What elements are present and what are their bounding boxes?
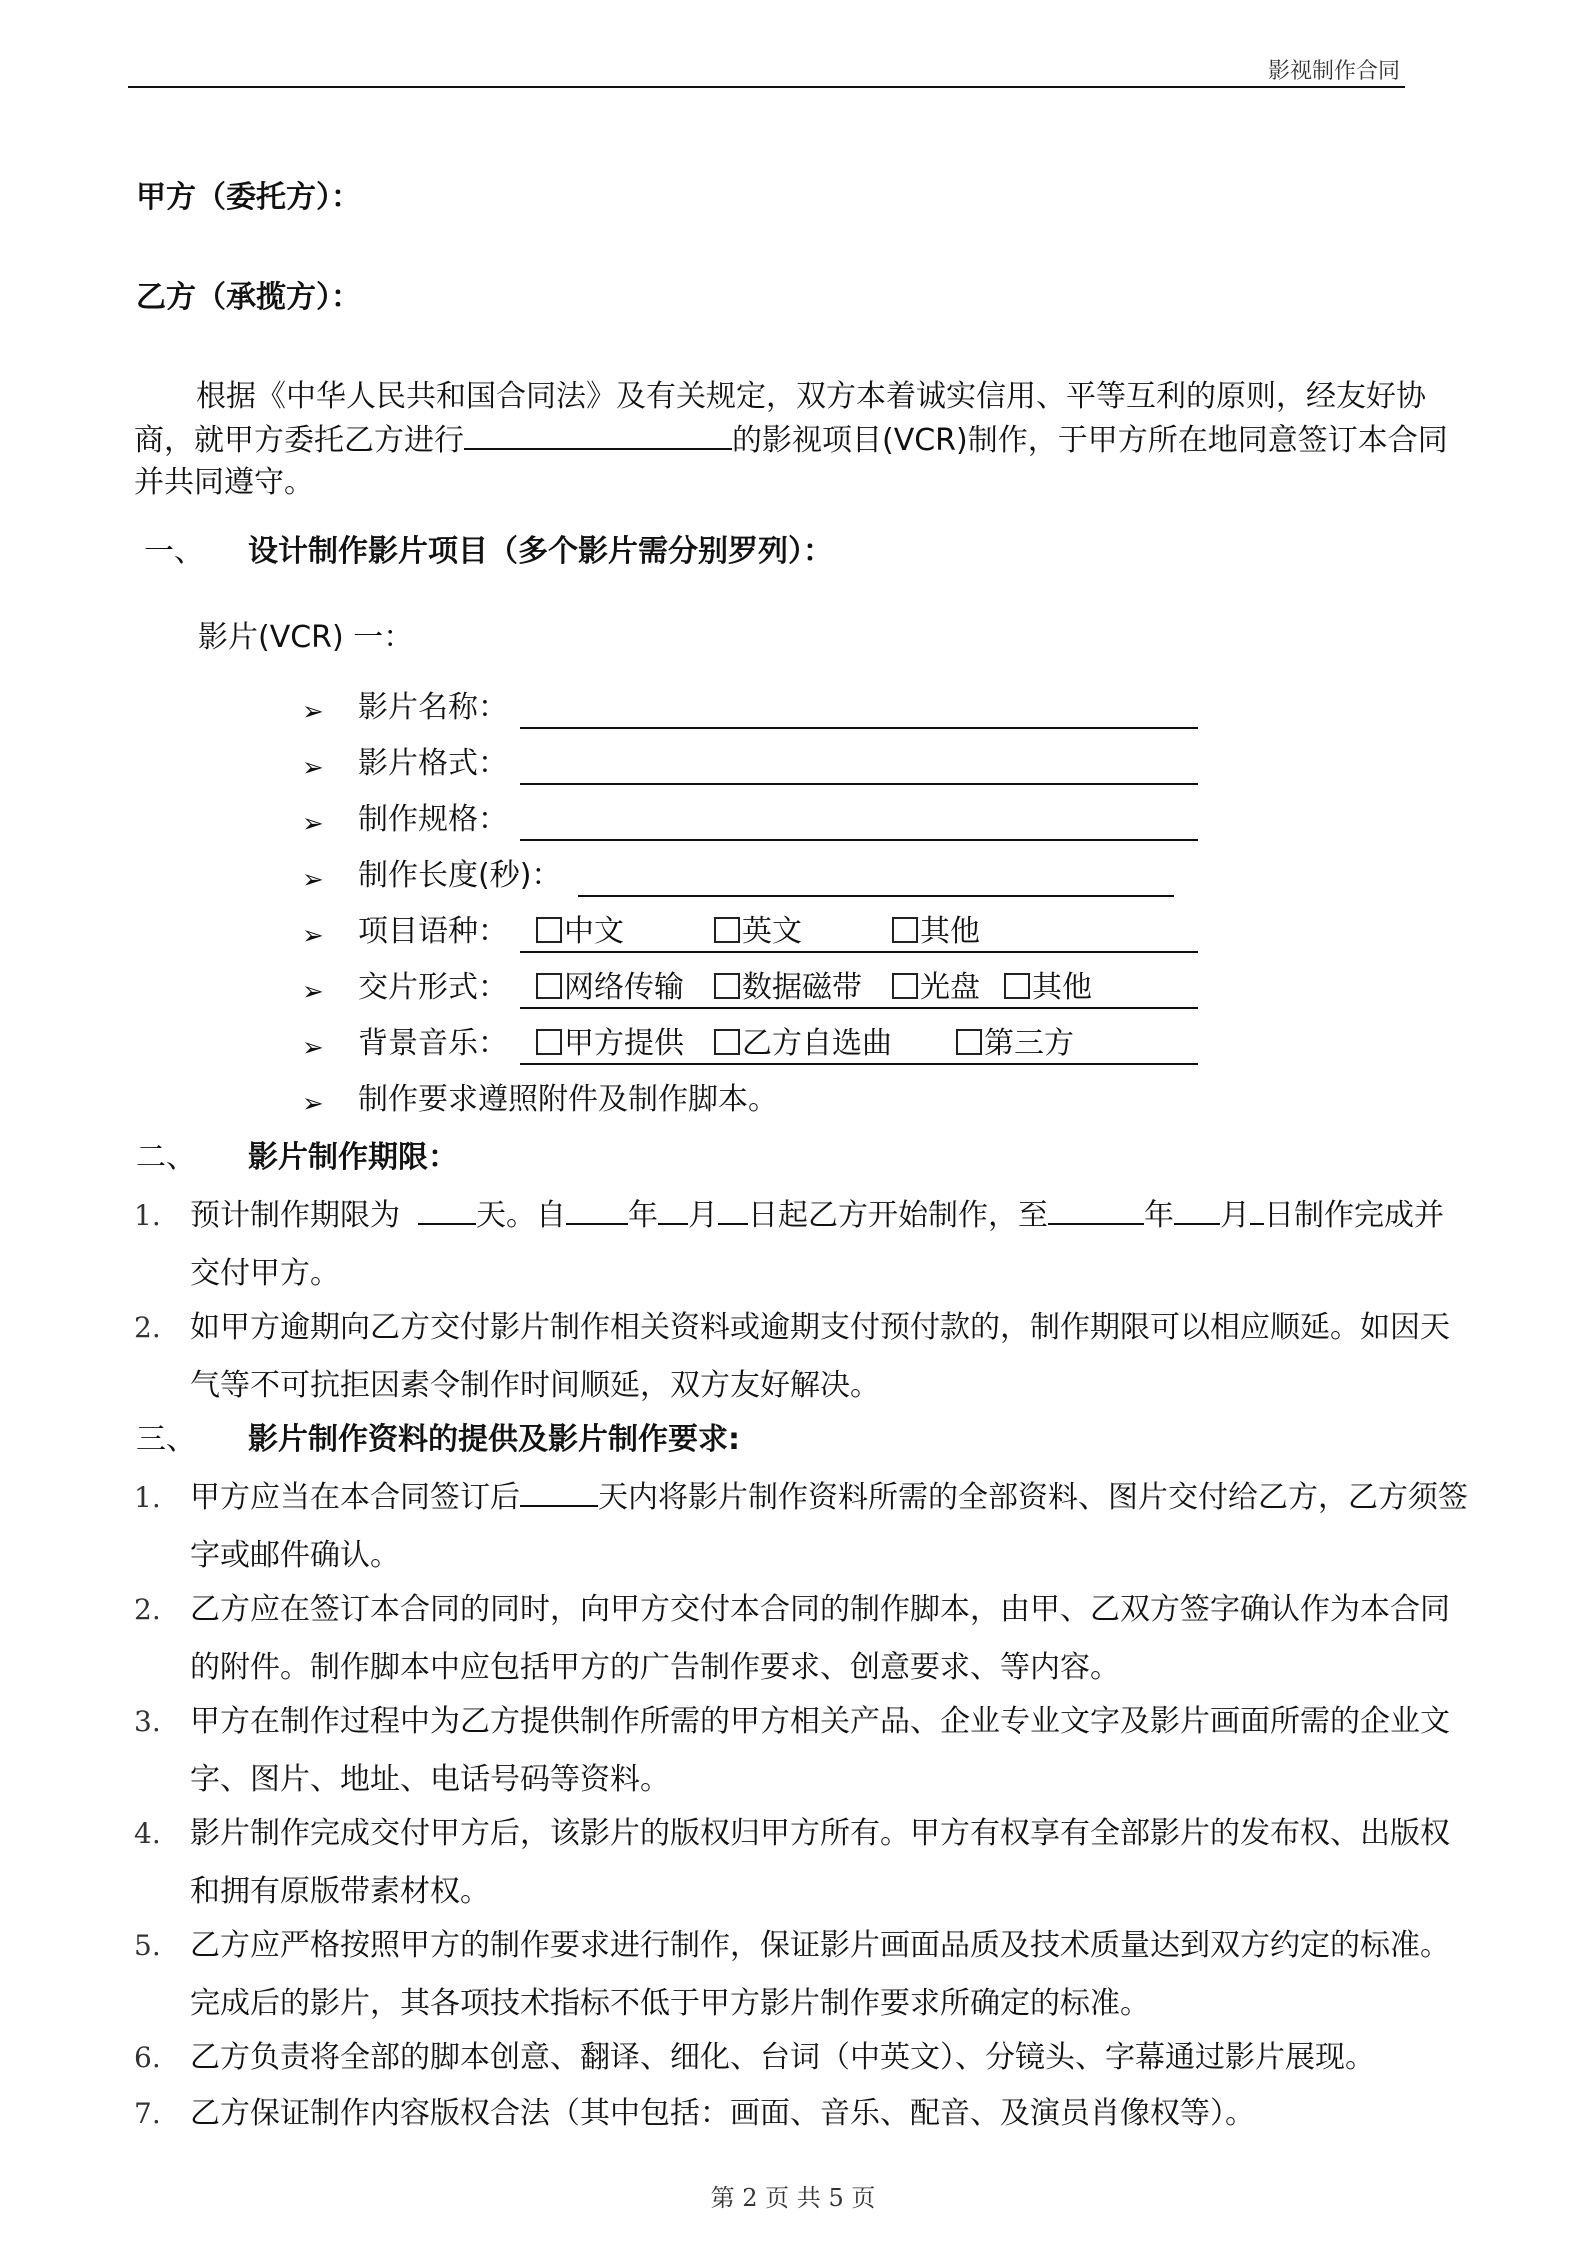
language-underline xyxy=(520,951,1198,953)
bullet-icon: ➢ xyxy=(302,865,324,895)
film-format-blank[interactable] xyxy=(520,783,1198,785)
item-number: 6. xyxy=(134,2041,161,2074)
materials-item: 甲方应当在本合同签订后 天内将影片制作资料所需的全部资料、图片交付给乙方，乙方须签字或邮件确认。 xyxy=(190,1469,1470,1585)
production-spec-blank[interactable] xyxy=(520,839,1198,841)
party-b-label: 乙方（承揽方）： xyxy=(136,280,361,315)
section-1-number: 一、 xyxy=(144,534,204,569)
checkbox-icon[interactable] xyxy=(536,1029,562,1055)
list-item: 乙方保证制作内容版权合法（其中包括：画面、音乐、配音、及演员肖像权等）。 xyxy=(190,2096,1255,2131)
intro-text-1: 根据《中华人民共和国合同法》及有关规定，双方本着诚实信用、平等互利的原则，经友好协商，就甲方委托乙方进行 xyxy=(134,379,1426,458)
start-year-blank[interactable] xyxy=(566,1193,628,1225)
item-number: 2. xyxy=(134,1311,161,1344)
list-item: 乙方应在签订本合同的同时，向甲方交付本合同的制作脚本，由甲、乙双方签字确认作为本合同的附件。制作脚本中应包括甲方的广告制作要求、创意要求、等内容。 xyxy=(190,1592,1450,1685)
list-item: 乙方负责将全部的脚本创意、翻译、细化、台词（中英文）、分镜头、字幕通过影片展现。 xyxy=(190,2040,1375,2075)
music-option-party-a[interactable]: 甲方提供 xyxy=(536,1024,684,1064)
production-spec-label: 制作规格： xyxy=(358,802,508,837)
item-number: 5. xyxy=(134,1929,161,1962)
production-requirement-text: 制作要求遵照附件及制作脚本。 xyxy=(358,1082,778,1117)
end-day-blank[interactable] xyxy=(1250,1193,1264,1225)
film-name-label: 影片名称： xyxy=(358,690,508,725)
language-label: 项目语种： xyxy=(358,914,508,949)
music-underline xyxy=(520,1063,1198,1065)
list-item: 乙方应严格按照甲方的制作要求进行制作，保证影片画面品质及技术质量达到双方约定的标准。完成后的影片，其各项技术指标不低于甲方影片制作要求所确定的标准。 xyxy=(190,1928,1450,2021)
language-option-chinese[interactable]: 中文 xyxy=(536,912,624,952)
bullet-icon: ➢ xyxy=(302,1033,324,1063)
production-length-blank[interactable] xyxy=(578,895,1174,897)
film-name-blank[interactable] xyxy=(520,727,1198,729)
materials-days-blank[interactable] xyxy=(520,1475,598,1507)
header-rule xyxy=(128,86,1405,88)
item-number: 1. xyxy=(134,1481,161,1514)
end-year-blank[interactable] xyxy=(1048,1193,1144,1225)
list-item: 如甲方逾期向乙方交付影片制作相关资料或逾期支付预付款的，制作期限可以相应顺延。如因天气等不可抗拒因素令制作时间顺延，双方友好解决。 xyxy=(190,1310,1450,1403)
party-a-label: 甲方（委托方）： xyxy=(136,180,361,215)
music-option-third-party[interactable]: 第三方 xyxy=(956,1024,1074,1064)
checkbox-icon[interactable] xyxy=(536,917,562,943)
language-option-other[interactable]: 其他 xyxy=(892,912,980,952)
bullet-icon: ➢ xyxy=(302,921,324,951)
delivery-option-network[interactable]: 网络传输 xyxy=(536,968,684,1008)
list-item: 甲方在制作过程中为乙方提供制作所需的甲方相关产品、企业专业文字及影片画面所需的企业文字、图片、地址、电话号码等资料。 xyxy=(190,1704,1450,1797)
checkbox-icon[interactable] xyxy=(1004,973,1030,999)
item-number: 1. xyxy=(134,1199,161,1232)
language-option-english[interactable]: 英文 xyxy=(714,912,802,952)
section-2-title: 影片制作期限： xyxy=(248,1140,458,1175)
project-name-blank[interactable] xyxy=(464,418,732,450)
delivery-option-other[interactable]: 其他 xyxy=(1004,968,1092,1008)
end-month-blank[interactable] xyxy=(1174,1193,1220,1225)
film-label: 影片(VCR) 一： xyxy=(198,620,414,655)
section-3-number: 三、 xyxy=(136,1422,196,1457)
section-3-title: 影片制作资料的提供及影片制作要求: xyxy=(248,1422,740,1457)
header-title: 影视制作合同 xyxy=(1267,59,1400,84)
checkbox-icon[interactable] xyxy=(956,1029,982,1055)
list-item: 影片制作完成交付甲方后，该影片的版权归甲方所有。甲方有权享有全部影片的发布权、出版权和拥有原版带素材权。 xyxy=(190,1816,1450,1909)
delivery-option-disc[interactable]: 光盘 xyxy=(892,968,980,1008)
film-format-label: 影片格式： xyxy=(358,746,508,781)
page-number: 第 2 页 共 5 页 xyxy=(710,2184,876,2212)
intro-paragraph xyxy=(134,376,1464,504)
checkbox-icon[interactable] xyxy=(714,917,740,943)
checkbox-icon[interactable] xyxy=(892,917,918,943)
section-2-number: 二、 xyxy=(136,1140,196,1175)
bullet-icon: ➢ xyxy=(302,809,324,839)
item-number: 7. xyxy=(134,2097,161,2130)
music-label: 背景音乐： xyxy=(358,1026,508,1061)
intro-text-2: 的影视项目(VCR)制作，于甲方所在地同意签订本合同并共同遵守。 xyxy=(134,423,1448,500)
checkbox-icon[interactable] xyxy=(714,1029,740,1055)
days-blank[interactable] xyxy=(418,1193,476,1225)
period-item: 预计制作期限为 天。自 年 月 日起乙方开始制作，至 年 月 日制作完成并交付甲方。 xyxy=(190,1187,1470,1303)
bullet-icon: ➢ xyxy=(302,697,324,727)
production-length-label: 制作长度(秒)： xyxy=(358,858,562,893)
checkbox-icon[interactable] xyxy=(536,973,562,999)
music-option-party-b[interactable]: 乙方自选曲 xyxy=(714,1024,892,1064)
delivery-underline xyxy=(520,1007,1198,1009)
checkbox-icon[interactable] xyxy=(714,973,740,999)
checkbox-icon[interactable] xyxy=(892,973,918,999)
delivery-option-tape[interactable]: 数据磁带 xyxy=(714,968,862,1008)
start-month-blank[interactable] xyxy=(658,1193,688,1225)
delivery-label: 交片形式： xyxy=(358,970,508,1005)
bullet-icon: ➢ xyxy=(302,977,324,1007)
item-number: 3. xyxy=(134,1705,161,1738)
item-number: 2. xyxy=(134,1593,161,1626)
bullet-icon: ➢ xyxy=(302,1089,324,1119)
start-day-blank[interactable] xyxy=(718,1193,748,1225)
item-number: 4. xyxy=(134,1817,161,1850)
section-1-title: 设计制作影片项目（多个影片需分别罗列）： xyxy=(248,534,833,569)
bullet-icon: ➢ xyxy=(302,753,324,783)
